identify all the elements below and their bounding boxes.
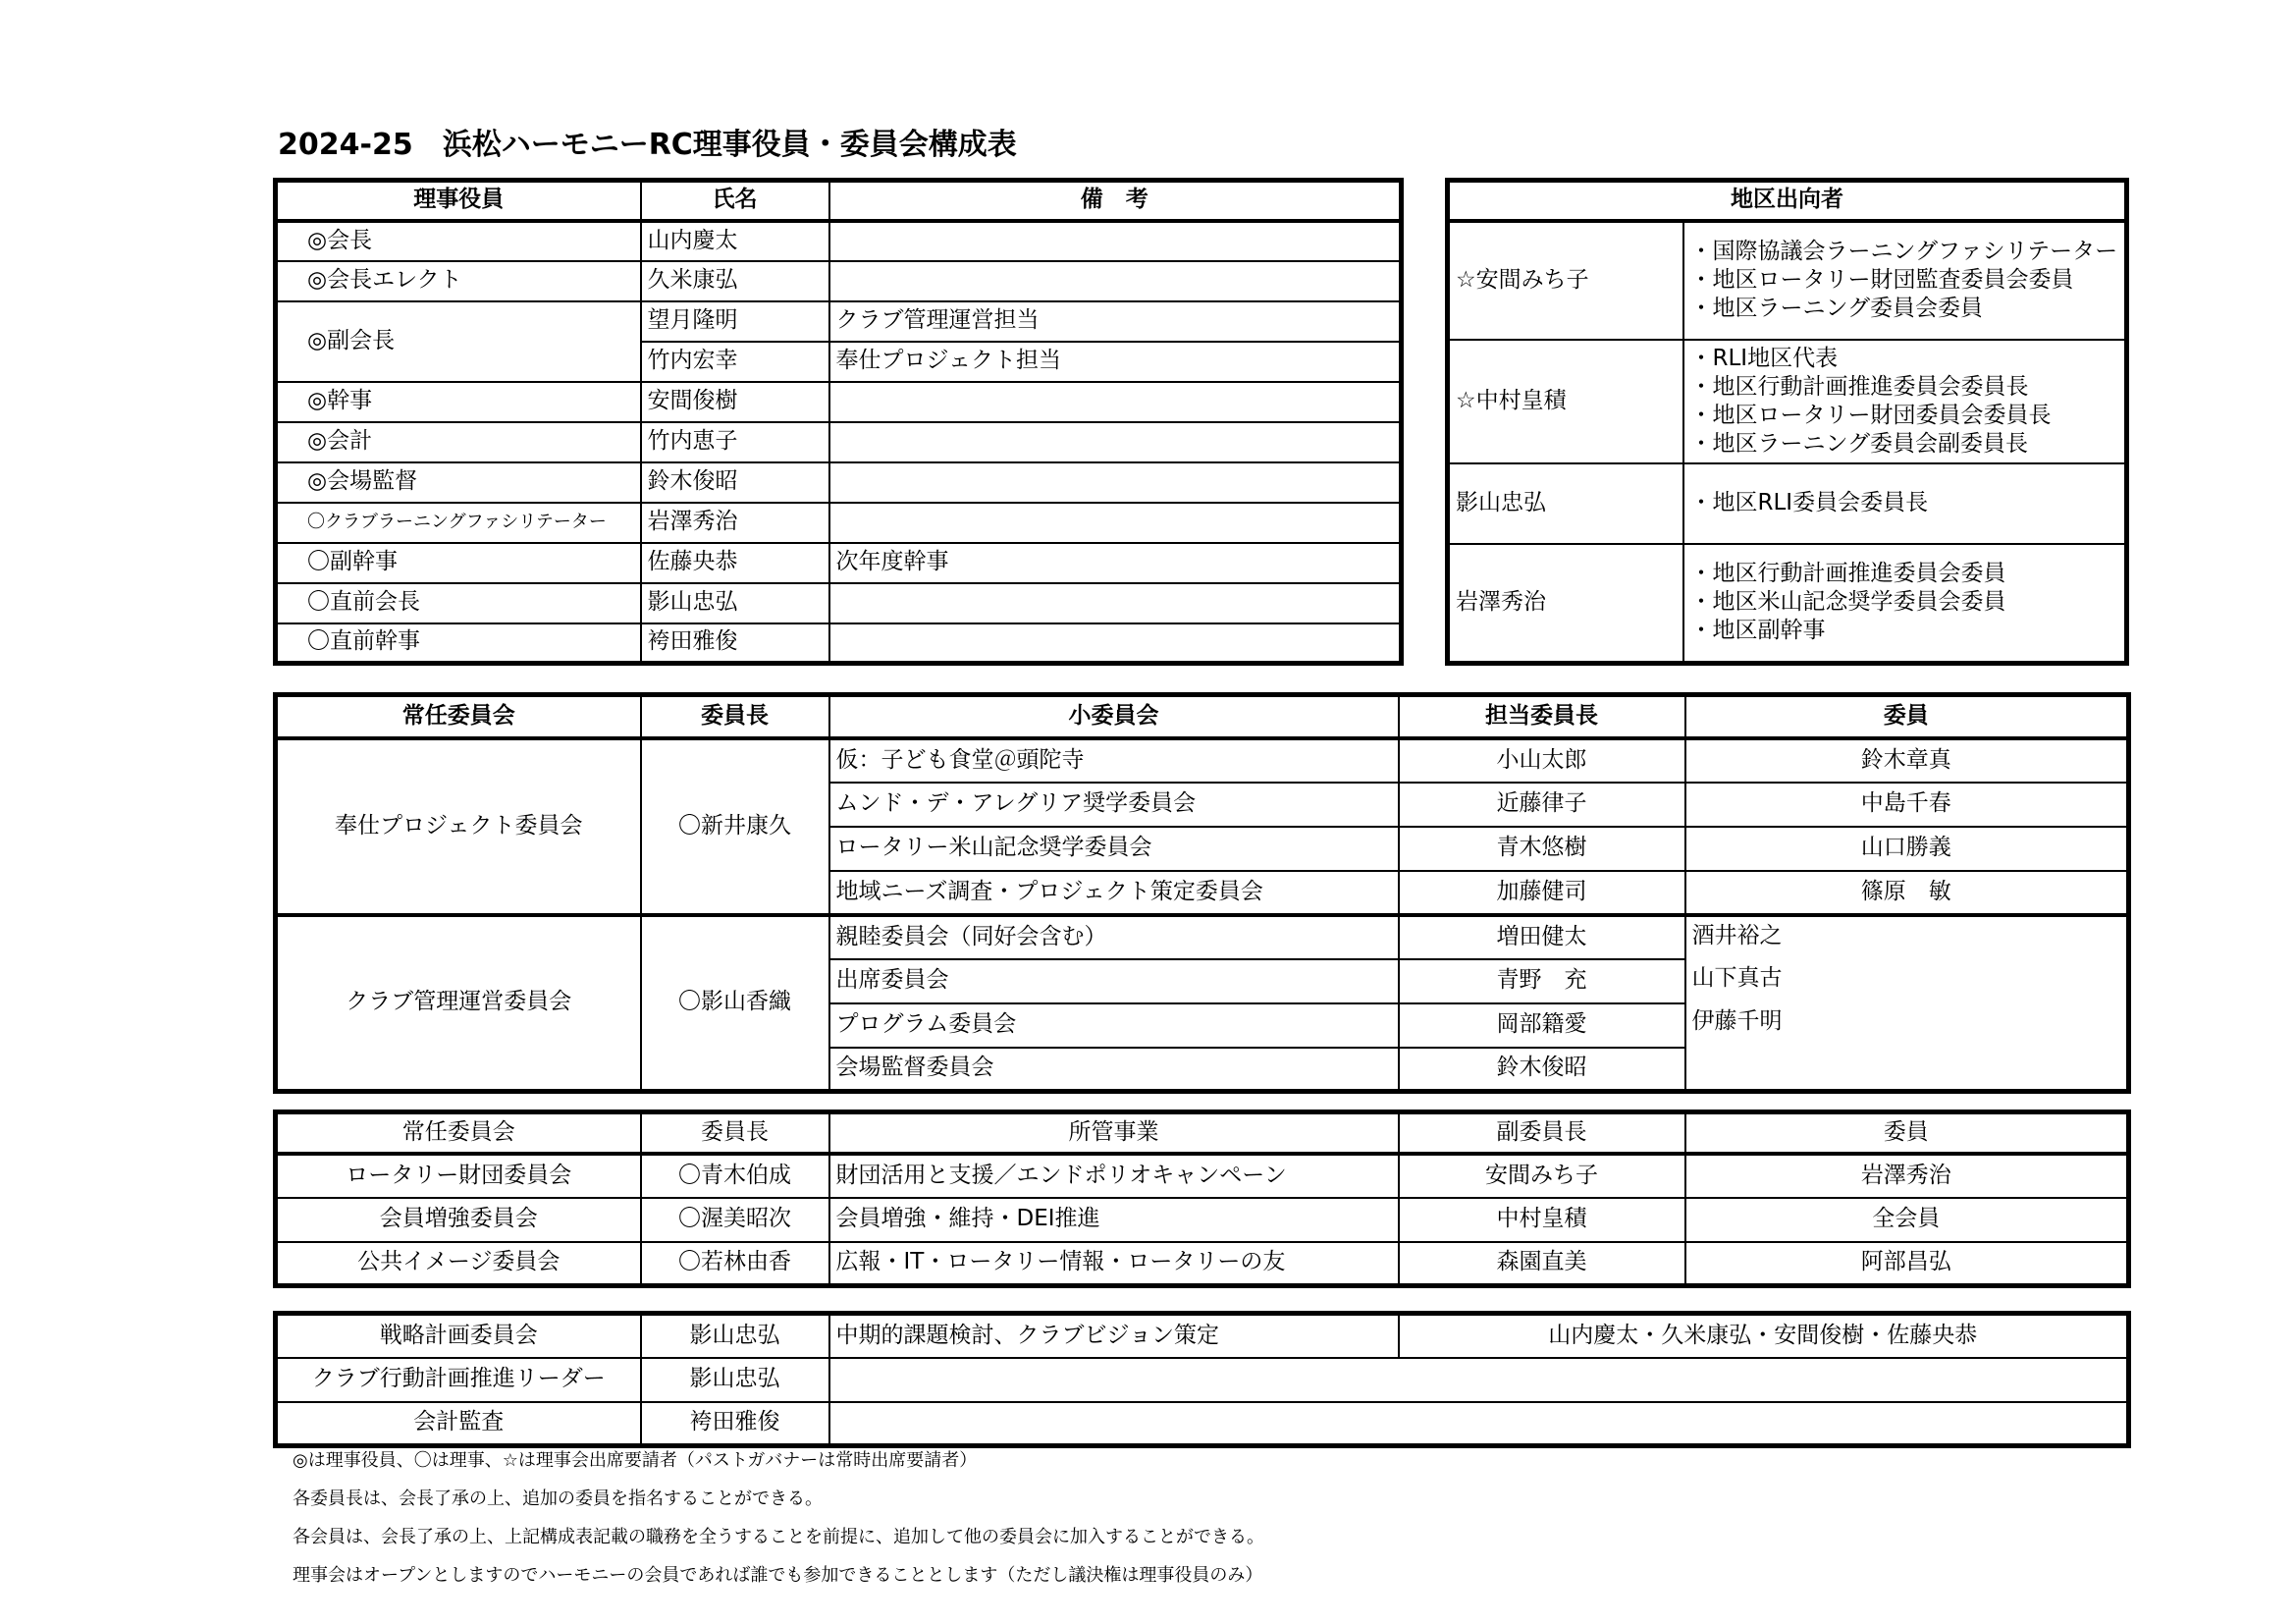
officer-name: 竹内恵子 <box>641 422 829 462</box>
committee-member: 全会員 <box>1685 1198 2129 1242</box>
list-item: ・地区ロータリー財団監査委員会委員 <box>1689 267 2074 293</box>
list-item: ・地区米山記念奨学委員会委員 <box>1689 589 2006 616</box>
committee-business <box>829 1358 2129 1402</box>
committee-name: ロータリー財団委員会 <box>276 1154 641 1198</box>
officer-role: ◎副会長 <box>276 301 641 382</box>
committee-person: 袴田雅俊 <box>641 1402 829 1446</box>
footnotes <box>293 1451 1264 1604</box>
district-header: 地区出向者 <box>1448 181 2127 221</box>
officer-name: 竹内宏幸 <box>641 342 829 382</box>
list-item: 酒井裕之 <box>1691 922 1783 948</box>
subcommittee-name: 会場監督委員会 <box>829 1048 1399 1092</box>
district-table <box>1445 178 2129 666</box>
list-item: ・地区副幹事 <box>1689 618 1826 644</box>
header-committee: 常任委員会 <box>276 1112 641 1154</box>
list-item: ・国際協議会ラーニングファシリテーター <box>1689 239 2118 264</box>
subcommittee-name: ムンド・デ・アレグリア奨学委員会 <box>829 783 1399 827</box>
list-item: ・地区行動計画推進委員会委員 <box>1689 561 2006 587</box>
table-row <box>276 503 1402 543</box>
header-lead: 担当委員長 <box>1399 695 1685 738</box>
table-row <box>276 261 1402 301</box>
table-row <box>276 221 1402 261</box>
table-row <box>276 623 1402 664</box>
header-business: 所管事業 <box>829 1112 1399 1154</box>
subcommittee-lead: 岡部籍愛 <box>1399 1003 1685 1048</box>
committee-business: 会員増強・維持・DEI推進 <box>829 1198 1399 1242</box>
committee-name: クラブ行動計画推進リーダー <box>276 1358 641 1402</box>
officer-role: ◎幹事 <box>276 382 641 422</box>
officer-name: 袴田雅俊 <box>641 623 829 664</box>
table-row <box>276 422 1402 462</box>
subcommittee-member: 鈴木章真 <box>1685 738 2129 783</box>
table-row <box>276 738 2129 783</box>
officer-role: 〇副幹事 <box>276 543 641 583</box>
officer-name: 鈴木俊昭 <box>641 462 829 503</box>
footnote: 理事会はオープンとしますのでハーモニーの会員であれば誰でも参加できることとします（ただし議決権は理事役員のみ） <box>293 1565 1263 1586</box>
officer-name: 岩澤秀治 <box>641 503 829 543</box>
committee-person: 影山忠弘 <box>641 1314 829 1358</box>
list-item: 伊藤千明 <box>1691 1007 1783 1034</box>
table-row <box>276 543 1402 583</box>
header-vice: 副委員長 <box>1399 1112 1685 1154</box>
officer-name: 久米康弘 <box>641 261 829 301</box>
header-role: 理事役員 <box>276 181 641 221</box>
header-chair: 委員長 <box>641 1112 829 1154</box>
officer-note <box>829 261 1402 301</box>
district-items <box>1683 221 2127 340</box>
district-name: ☆安間みち子 <box>1448 221 1683 340</box>
committee-name: 公共イメージ委員会 <box>276 1242 641 1286</box>
subcommittee-name: 親睦委員会（同好会含む） <box>829 915 1399 959</box>
officer-note <box>829 221 1402 261</box>
table-row <box>276 583 1402 623</box>
header-note: 備 考 <box>829 181 1402 221</box>
committee-name: 会員増強委員会 <box>276 1198 641 1242</box>
officer-name: 山内慶太 <box>641 221 829 261</box>
district-name: ☆中村皇積 <box>1448 340 1683 463</box>
officer-name: 影山忠弘 <box>641 583 829 623</box>
list-item: ・地区RLI委員会委員長 <box>1689 490 1929 515</box>
footnote: 各委員長は、会長了承の上、追加の委員を指名することができる。 <box>293 1489 823 1509</box>
table-row <box>276 382 1402 422</box>
committee-chair: 〇新井康久 <box>641 738 829 915</box>
committee-chair: 〇若林由香 <box>641 1242 829 1286</box>
subcommittee-name: プログラム委員会 <box>829 1003 1399 1048</box>
table-row <box>276 915 2129 959</box>
subcommittee-lead: 加藤健司 <box>1399 871 1685 915</box>
committee-chair: 〇影山香織 <box>641 915 829 1092</box>
officer-role: ◎会長エレクト <box>276 261 641 301</box>
committee-name: 奉仕プロジェクト委員会 <box>276 738 641 915</box>
table-row <box>276 1402 2129 1446</box>
table-row <box>276 1154 2129 1198</box>
district-items <box>1683 544 2127 664</box>
other-committee-table <box>273 1311 2131 1448</box>
officer-note <box>829 462 1402 503</box>
officer-note <box>829 583 1402 623</box>
header-subcommittee: 小委員会 <box>829 695 1399 738</box>
table-row <box>1448 544 2127 664</box>
officer-role: 〇直前会長 <box>276 583 641 623</box>
officer-name: 佐藤央恭 <box>641 543 829 583</box>
subcommittee-lead: 増田健太 <box>1399 915 1685 959</box>
subcommittee-lead: 近藤律子 <box>1399 783 1685 827</box>
committee-business: 広報・IT・ロータリー情報・ロータリーの友 <box>829 1242 1399 1286</box>
officers-table <box>273 178 1404 666</box>
subcommittee-member: 山口勝義 <box>1685 827 2129 871</box>
district-items <box>1683 463 2127 544</box>
committee-vice: 安間みち子 <box>1399 1154 1685 1198</box>
subcommittee-lead: 小山太郎 <box>1399 738 1685 783</box>
subcommittee-name: 地域ニーズ調査・プロジェクト策定委員会 <box>829 871 1399 915</box>
committee-chair: 〇青木伯成 <box>641 1154 829 1198</box>
table-row <box>276 462 1402 503</box>
list-item: ・地区ラーニング委員会副委員長 <box>1689 430 2029 457</box>
subcommittee-name: ロータリー米山記念奨学委員会 <box>829 827 1399 871</box>
table-row <box>1448 463 2127 544</box>
footnote: 各会員は、会長了承の上、上記構成表記載の職務を全うすることを前提に、追加して他の委員会に加入することができる。 <box>293 1527 1264 1547</box>
standing-committee-table-2 <box>273 1110 2131 1288</box>
list-item: ・地区ラーニング委員会委員 <box>1689 296 1984 321</box>
table-row <box>276 1198 2129 1242</box>
district-items <box>1683 340 2127 463</box>
list-item: 山下真古 <box>1691 965 1783 992</box>
page-title: 2024-25 浜松ハーモニーRC理事役員・委員会構成表 <box>278 128 1017 162</box>
officer-role: 〇直前幹事 <box>276 623 641 664</box>
officer-role: 〇クラブラーニングファシリテーター <box>276 503 641 543</box>
subcommittee-members <box>1685 915 2129 1092</box>
committee-name: 戦略計画委員会 <box>276 1314 641 1358</box>
table-row <box>1448 221 2127 340</box>
header-members: 委員 <box>1685 695 2129 738</box>
officer-note <box>829 382 1402 422</box>
committee-business: 財団活用と支援／エンドポリオキャンペーン <box>829 1154 1399 1198</box>
officer-note: 奉仕プロジェクト担当 <box>829 342 1402 382</box>
list-item: ・RLI地区代表 <box>1689 345 1839 371</box>
table-row <box>276 1358 2129 1402</box>
officer-role: ◎会計 <box>276 422 641 462</box>
officer-note: 次年度幹事 <box>829 543 1402 583</box>
table-row <box>276 1242 2129 1286</box>
header-chair: 委員長 <box>641 695 829 738</box>
table-row <box>276 1314 2129 1358</box>
committee-business <box>829 1402 2129 1446</box>
officer-role: ◎会場監督 <box>276 462 641 503</box>
subcommittee-lead: 鈴木俊昭 <box>1399 1048 1685 1092</box>
officer-name: 安間俊樹 <box>641 382 829 422</box>
committee-member: 岩澤秀治 <box>1685 1154 2129 1198</box>
footnote: ◎は理事役員、〇は理事、☆は理事会出席要請者（パストガバナーは常時出席要請者） <box>293 1450 978 1471</box>
officer-note: クラブ管理運営担当 <box>829 301 1402 342</box>
committee-member: 阿部昌弘 <box>1685 1242 2129 1286</box>
officer-note <box>829 623 1402 664</box>
district-name: 岩澤秀治 <box>1448 544 1683 664</box>
subcommittee-name: 仮：子ども食堂＠頭陀寺 <box>829 738 1399 783</box>
header-name: 氏名 <box>641 181 829 221</box>
subcommittee-member: 中島千春 <box>1685 783 2129 827</box>
committee-name: 会計監査 <box>276 1402 641 1446</box>
officer-note <box>829 503 1402 543</box>
list-item: ・地区行動計画推進委員会委員長 <box>1689 373 2029 400</box>
list-item: ・地区ロータリー財団委員会委員長 <box>1689 402 2052 428</box>
header-committee: 常任委員会 <box>276 695 641 738</box>
committee-person: 影山忠弘 <box>641 1358 829 1402</box>
officer-role: ◎会長 <box>276 221 641 261</box>
officer-note <box>829 422 1402 462</box>
committee-members: 山内慶太・久米康弘・安間俊樹・佐藤央恭 <box>1399 1314 2129 1358</box>
committee-chair: 〇渥美昭次 <box>641 1198 829 1242</box>
committee-vice: 中村皇積 <box>1399 1198 1685 1242</box>
officer-name: 望月隆明 <box>641 301 829 342</box>
committee-vice: 森園直美 <box>1399 1242 1685 1286</box>
committee-business: 中期的課題検討、クラブビジョン策定 <box>829 1314 1399 1358</box>
subcommittee-name: 出席委員会 <box>829 959 1399 1003</box>
table-row <box>276 301 1402 342</box>
header-members: 委員 <box>1685 1112 2129 1154</box>
district-name: 影山忠弘 <box>1448 463 1683 544</box>
subcommittee-member: 篠原 敏 <box>1685 871 2129 915</box>
subcommittee-lead: 青野 充 <box>1399 959 1685 1003</box>
committee-name: クラブ管理運営委員会 <box>276 915 641 1092</box>
subcommittee-lead: 青木悠樹 <box>1399 827 1685 871</box>
standing-committee-table <box>273 692 2131 1094</box>
table-row <box>1448 340 2127 463</box>
